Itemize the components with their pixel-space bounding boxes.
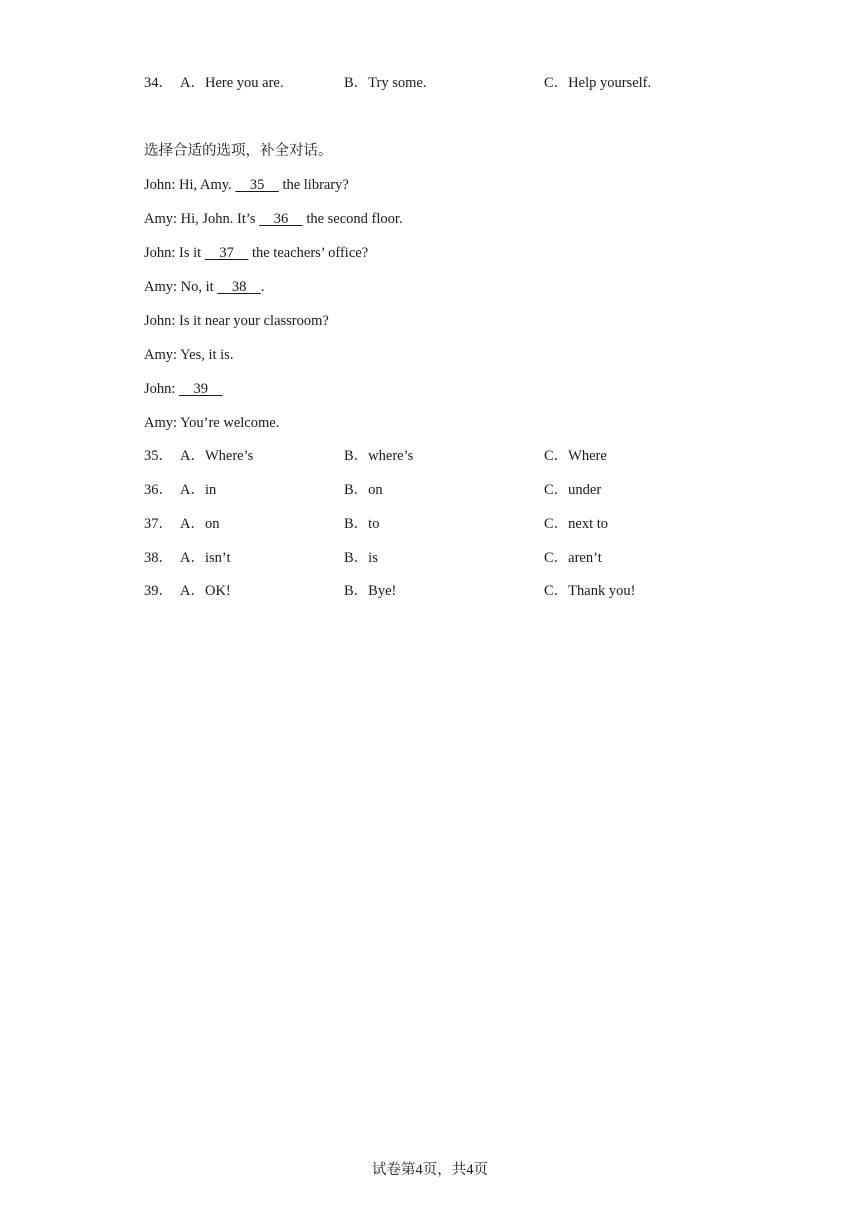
option-b: B．Bye! bbox=[344, 583, 397, 599]
dialogue-line: Amy: You’re welcome. bbox=[144, 415, 280, 431]
option-a: A．on bbox=[180, 516, 220, 532]
dialogue-line: John: Is it 37 the teachers’ office? bbox=[144, 245, 369, 261]
dialogue-line: Amy: Yes, it is. bbox=[144, 347, 234, 363]
option-a: A．in bbox=[180, 482, 217, 498]
option-b: B．Try some. bbox=[344, 75, 427, 91]
dialogue-line: John: Hi, Amy. 35 the library? bbox=[144, 177, 349, 193]
question-number: 38． bbox=[144, 550, 173, 566]
question-36-options bbox=[144, 480, 744, 500]
option-c: C．Where bbox=[544, 448, 607, 464]
question-number: 35． bbox=[144, 448, 173, 464]
question-number: 36． bbox=[144, 482, 173, 498]
option-a: A．Here you are. bbox=[180, 75, 284, 91]
blank-39: 39 bbox=[179, 381, 223, 397]
option-c: C．next to bbox=[544, 516, 609, 532]
option-c: C．aren’t bbox=[544, 550, 602, 566]
dialogue-line: Amy: Hi, John. It’s 36 the second floor. bbox=[144, 211, 403, 227]
option-b: B．to bbox=[344, 516, 380, 532]
blank-38: 38 bbox=[217, 279, 261, 295]
dialogue-line: John: 39 bbox=[144, 381, 223, 397]
option-c: C．under bbox=[544, 482, 602, 498]
question-37-options bbox=[144, 514, 744, 534]
blank-37: 37 bbox=[204, 245, 249, 261]
option-b: B．is bbox=[344, 550, 378, 566]
page-footer: 试卷第4页，共4页 bbox=[372, 1162, 488, 1178]
option-a: A．isn’t bbox=[180, 550, 231, 566]
question-34-options bbox=[144, 73, 744, 93]
option-b: B．where’s bbox=[344, 448, 414, 464]
dialogue-line: Amy: No, it 38 . bbox=[144, 279, 265, 295]
question-38-options bbox=[144, 548, 744, 568]
question-number: 39． bbox=[144, 583, 173, 599]
blank-35: 35 bbox=[235, 177, 279, 193]
dialogue-line: John: Is it near your classroom? bbox=[144, 313, 329, 329]
option-b: B．on bbox=[344, 482, 383, 498]
option-c: C．Thank you! bbox=[544, 583, 636, 599]
question-39-options bbox=[144, 581, 744, 601]
blank-36: 36 bbox=[259, 211, 303, 227]
option-a: A．Where’s bbox=[180, 448, 254, 464]
question-number: 34． bbox=[144, 75, 173, 91]
option-c: C．Help yourself. bbox=[544, 75, 652, 91]
question-number: 37． bbox=[144, 516, 173, 532]
option-a: A．OK! bbox=[180, 583, 231, 599]
question-35-options bbox=[144, 446, 744, 466]
section-instruction: 选择合适的选项，补全对话。 bbox=[144, 143, 333, 159]
